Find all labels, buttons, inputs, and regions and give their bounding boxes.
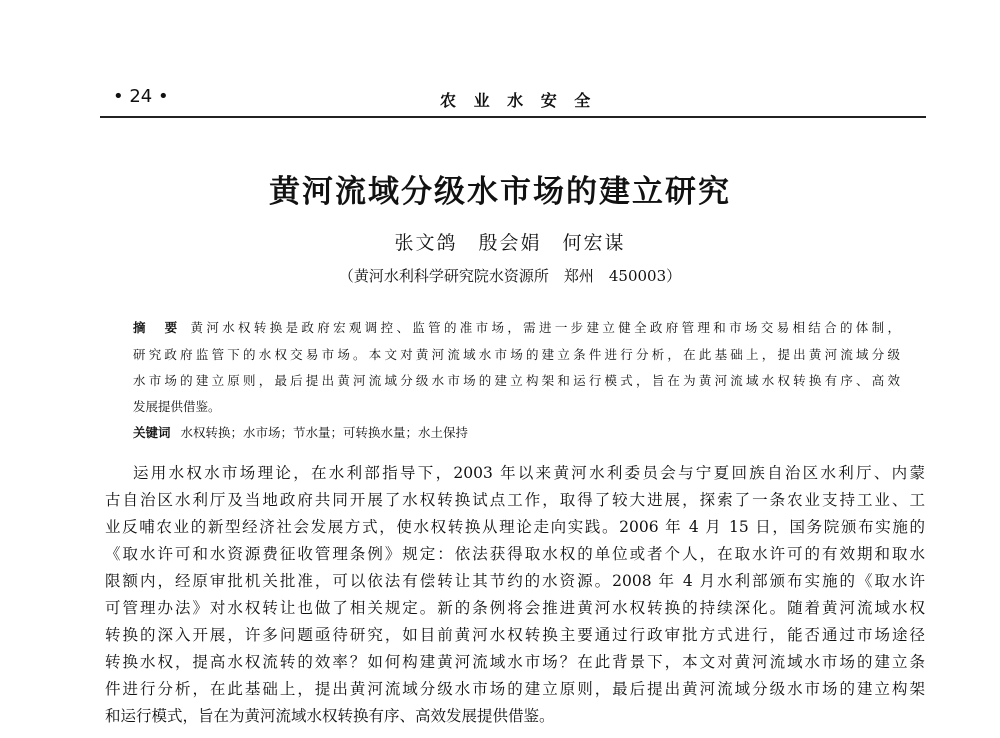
page-number: • 24 •	[113, 86, 169, 107]
journal-name: 农 业 水 安 全	[440, 91, 597, 110]
header-rule	[100, 116, 926, 118]
body-line: 可管理办法》对水权转让也做了相关规定。新的条例将会推进黄河水权转换的持续深化。随着黄河流域水权	[105, 599, 925, 617]
body-line: 古自治区水利厅及当地政府共同开展了水权转换试点工作，取得了较大进展，探索了一条农业支持工业、工	[105, 491, 925, 509]
affiliation: （黄河水利科学研究院水资源所 郑州 450003）	[338, 267, 682, 285]
abstract-line: 摘 要 黄河水权转换是政府宏观调控、监管的准市场，需进一步建立健全政府管理和市场交易相结合的体制，	[133, 320, 900, 335]
body-line: 限额内，经原审批机关批准，可以依法有偿转让其节约的水资源。2008 年 4 月水利部颁布实施的《取水许	[105, 572, 925, 590]
abstract-line: 水市场的建立原则，最后提出黄河流域分级水市场的建立构架和运行模式，旨在为黄河流域水权转换有序、高效	[133, 373, 900, 388]
paper-title: 黄河流域分级水市场的建立研究	[269, 174, 731, 210]
body-line: 和运行模式，旨在为黄河流域水权转换有序、高效发展提供借鉴。	[105, 707, 555, 725]
abstract-label: 摘 要	[133, 320, 181, 335]
body-line: 运用水权水市场理论，在水利部指导下，2003 年以来黄河水利委员会与宁夏回族自治区水利厅、内蒙	[133, 464, 925, 482]
keywords-label: 关键词	[133, 425, 171, 440]
abstract-line: 研究政府监管下的水权交易市场。本文对黄河流域水市场的建立条件进行分析，在此基础上，提出黄河流域分级	[133, 347, 900, 362]
abstract-line: 发展提供借鉴。	[133, 399, 221, 414]
keywords: 关键词 水权转换；水市场；节水量；可转换水量；水土保持	[133, 425, 469, 440]
body-line: 转换的深入开展，许多问题亟待研究，如目前黄河水权转换主要通过行政审批方式进行，能否通过市场途径	[105, 626, 925, 644]
body-line: 转换水权，提高水权流转的效率？如何构建黄河流域水市场？在此背景下，本文对黄河流域水市场的建立条	[105, 653, 925, 671]
authors: 张文鸽 殷会娟 何宏谋	[394, 232, 626, 254]
body-line: 《取水许可和水资源费征收管理条例》规定：依法获得取水权的单位或者个人，在取水许可的有效期和取水	[105, 545, 925, 563]
body-line: 业反哺农业的新型经济社会发展方式，使水权转换从理论走向实践。2006 年 4 月 15 日，国务院颁布实施的	[105, 518, 925, 536]
body-line: 件进行分析，在此基础上，提出黄河流域分级水市场的建立原则，最后提出黄河流域分级水市场的建立构架	[105, 680, 925, 698]
